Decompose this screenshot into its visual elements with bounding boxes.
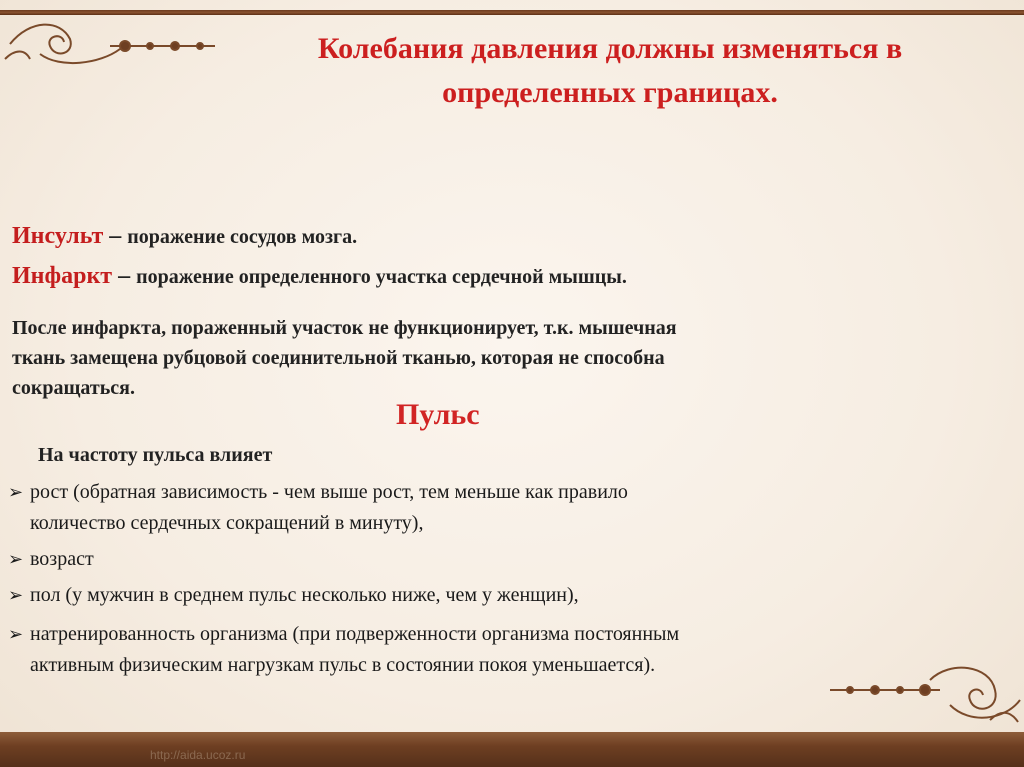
arrow-bullet-icon: ➢ [8,585,24,605]
watermark: http://aida.ucoz.ru [150,748,246,762]
top-left-ornament [0,14,220,69]
list-item [8,477,998,539]
paragraph-line-2: ткань замещена рубцовой соединительной тканью, которая не способна [12,347,665,369]
definition-stroke [12,223,357,250]
slide-title [200,27,1020,115]
pulse-heading: Пульс [396,398,480,431]
list-item [8,619,998,681]
list-item-line: рост (обратная зависимость - чем выше рост, тем меньше как правило [30,481,628,503]
definition-stroke-text: поражение сосудов мозга. [127,226,358,248]
term-infarct: Инфаркт [12,263,113,289]
list-item-line: натренированность организма (при подверженности организма постоянным [30,623,680,645]
title-line-2: определенных границах. [442,76,778,109]
definition-infarct-text: поражение определенного участка сердечной мышцы. [136,266,627,288]
list-item-line: активным физическим нагрузкам пульс в состоянии покоя уменьшается). [30,654,656,676]
title-line-1: Колебания давления должны изменяться в [317,32,903,65]
list-item [8,544,998,575]
term-stroke: Инсульт [12,223,104,249]
definition-dash: – [103,223,128,249]
list-item-line: возраст [30,548,94,570]
list-item [8,580,998,611]
infarct-paragraph [12,313,972,403]
paragraph-line-3: сокращаться. [12,377,135,399]
paragraph-line-1: После инфаркта, пораженный участок не функционирует, т.к. мышечная [12,317,677,339]
arrow-bullet-icon: ➢ [8,549,24,569]
pulse-intro: На частоту пульса влияет [38,444,273,466]
definition-dash: – [112,263,137,289]
arrow-bullet-icon: ➢ [8,482,24,502]
list-item-line: пол (у мужчин в среднем пульс несколько ниже, чем у женщин), [30,584,579,606]
pulse-factors-list [8,477,998,686]
definition-infarct [12,263,627,290]
list-item-line: количество сердечных сокращений в минуту), [30,512,424,534]
arrow-bullet-icon: ➢ [8,624,24,644]
